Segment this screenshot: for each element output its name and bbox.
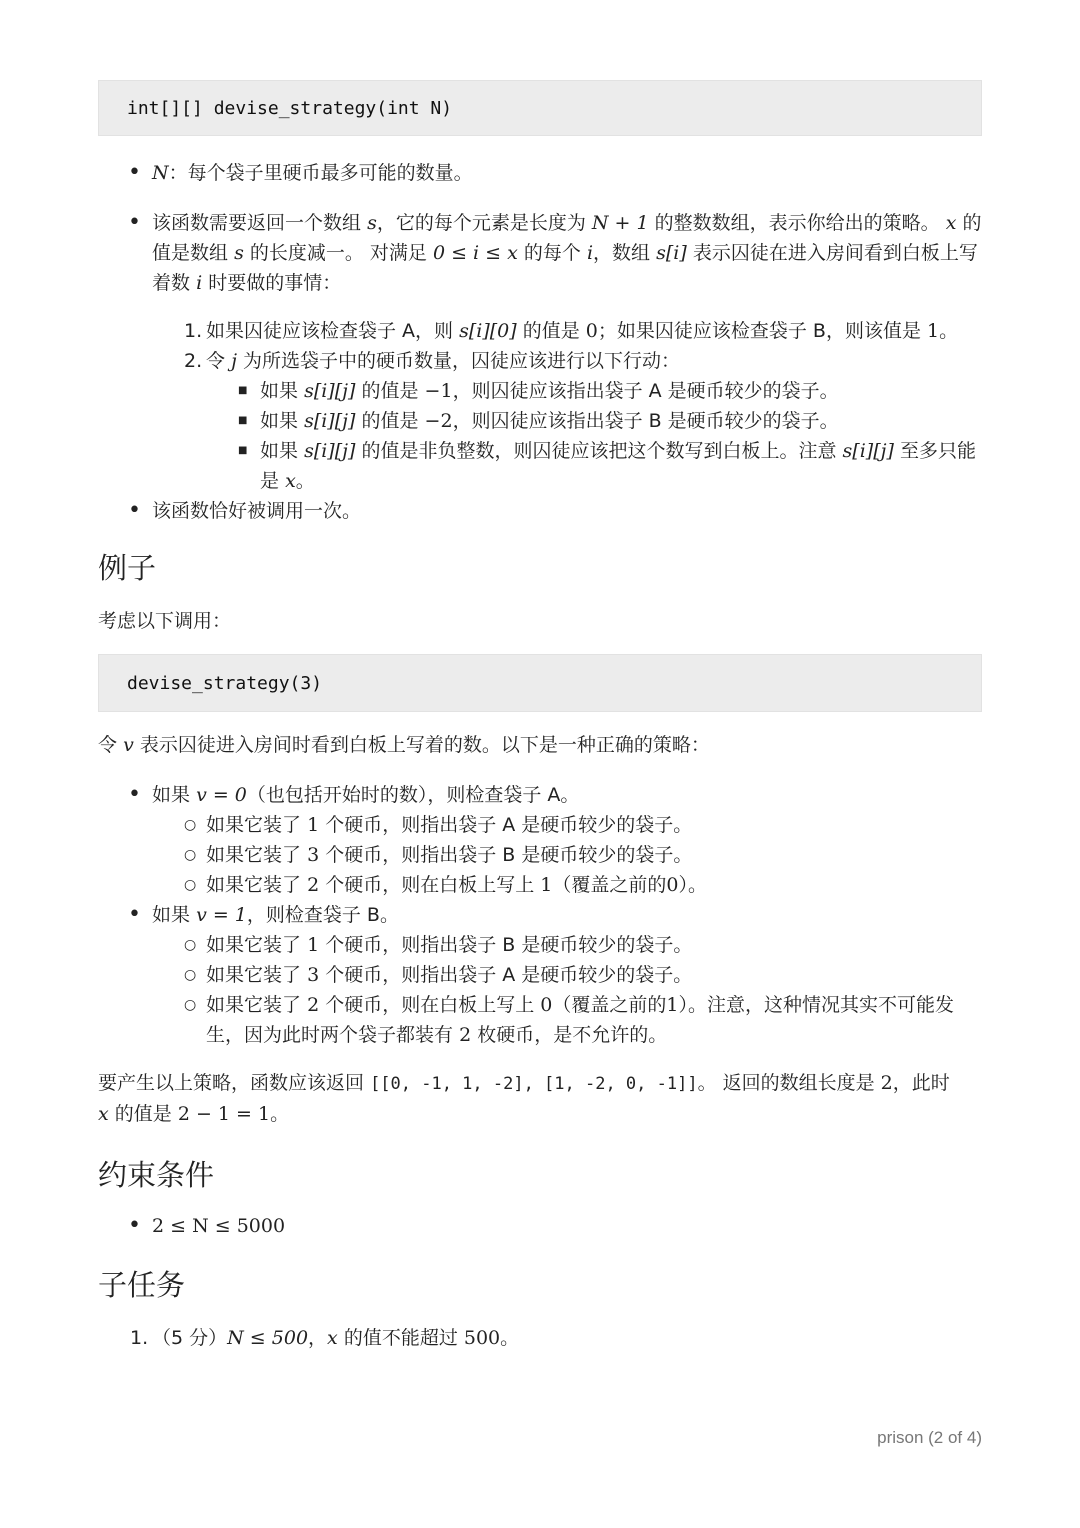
example-code: devise_strategy(3) <box>127 672 323 694</box>
strategy-v1-sublist <box>206 930 982 1050</box>
page-content <box>98 80 982 1353</box>
text: （覆盖之前的 <box>552 874 667 896</box>
math: 1 <box>307 934 320 956</box>
text: 是 <box>260 470 280 492</box>
text: 为所选袋子中的硬币数量，囚徒应该进行以下行动： <box>243 350 681 372</box>
math: 1 <box>307 814 320 836</box>
inline-code: [[0, -1, 1, -2], [1, -2, 0, -1]] <box>370 1074 698 1094</box>
math: 1 <box>666 994 679 1016</box>
math: N + 1 <box>591 212 649 234</box>
subtasks-list <box>130 1323 982 1353</box>
text: 要产生以上策略，函数应该返回 <box>98 1072 365 1094</box>
text: （也包括开始时的数），则检查袋子 A。 <box>246 784 580 806</box>
text: 个硬币，则在白板上写上 <box>325 874 535 896</box>
text: 如果它装了 <box>206 874 302 896</box>
text: ，数组 <box>593 242 651 264</box>
text: 如果囚徒应该检查袋子 A，则 <box>206 320 454 342</box>
strategy-v1-item <box>206 960 982 990</box>
math: x <box>285 470 296 492</box>
math: 0 ≤ i ≤ x <box>432 242 518 264</box>
step-2 <box>184 346 982 376</box>
text: 。 <box>270 1103 290 1125</box>
math: v <box>123 734 134 756</box>
text: 。 返回的数组长度是 <box>697 1072 875 1094</box>
constraints-list <box>152 1211 982 1241</box>
text: ，它的每个元素是长度为 <box>376 212 586 234</box>
math: 2 <box>307 874 320 896</box>
text: 如果 <box>152 904 191 926</box>
math: 2 − 1 = 1 <box>177 1103 271 1125</box>
math: s[i][j] <box>304 380 356 402</box>
text: 令 <box>98 734 118 756</box>
bullet-called-once <box>152 496 982 526</box>
text: 时要做的事情： <box>208 272 342 294</box>
text: 的值是 <box>114 1103 172 1125</box>
math: s[i][0] <box>459 320 517 342</box>
example-code-block <box>98 654 982 712</box>
text: 的值是非负整数，则囚徒应该把这个数写到白板上。注意 <box>361 440 837 462</box>
math: 1 <box>927 320 940 342</box>
example-description <box>98 730 982 760</box>
step-number: 2. <box>184 350 203 372</box>
math: N ≤ 500 <box>227 1327 309 1349</box>
step-1 <box>184 316 982 346</box>
text: 值是数组 <box>152 242 229 264</box>
text: 如果它装了 <box>206 844 302 866</box>
text: 着数 <box>152 272 191 294</box>
text: 如果 <box>260 380 299 402</box>
strategy-v1-item <box>206 930 982 960</box>
text: 表示囚徒在进入房间看到白板上写 <box>692 242 978 264</box>
text: 如果它装了 <box>206 994 302 1016</box>
math: s <box>367 212 377 234</box>
text: ，则囚徒应该指出袋子 A 是硬币较少的袋子。 <box>452 380 839 402</box>
math: −1 <box>424 380 453 402</box>
signature-code-block <box>98 80 982 136</box>
text: 个硬币，则在白板上写上 <box>325 994 535 1016</box>
text: 如果它装了 <box>206 814 302 836</box>
math: 2 ≤ N ≤ 5000 <box>152 1215 286 1237</box>
strategy-v0-item <box>206 810 982 840</box>
sub-item-1 <box>260 376 982 406</box>
page-footer: prison (2 of 4) <box>877 1428 982 1447</box>
text: 的整数数组，表示你给出的策略。 <box>654 212 940 234</box>
subtask-1 <box>130 1323 982 1353</box>
math: 2 <box>307 994 320 1016</box>
math: s[i] <box>656 242 687 264</box>
math: s[i][j] <box>304 410 356 432</box>
text: 的值是 <box>361 380 419 402</box>
math: 0 <box>666 874 679 896</box>
text: 枚硬币，是不允许的。 <box>477 1024 668 1046</box>
text: ；如果囚徒应该检查袋子 B，则该值是 <box>597 320 921 342</box>
bullet-N <box>152 158 982 188</box>
math: 1 <box>540 874 553 896</box>
text: 该函数需要返回一个数组 <box>152 212 362 234</box>
text: ，此时 <box>892 1072 950 1094</box>
text: 如果 <box>152 784 191 806</box>
text: （覆盖之前的 <box>552 994 667 1016</box>
math: 500 <box>463 1327 501 1349</box>
text: 生，因为此时两个袋子都装有 <box>206 1024 454 1046</box>
text: 的值是 <box>522 320 580 342</box>
text: ）。注意，这种情况其实不可能发 <box>678 994 954 1016</box>
text: 个硬币，则指出袋子 A 是硬币较少的袋子。 <box>325 814 693 836</box>
text: 至多只能 <box>899 440 976 462</box>
text: 该函数恰好被调用一次。 <box>152 500 362 522</box>
text: 表示囚徒进入房间时看到白板上写着的数。以下是一种正确的策略： <box>139 734 710 756</box>
var-N: N <box>152 162 169 184</box>
text: 个硬币，则指出袋子 A 是硬币较少的袋子。 <box>325 964 693 986</box>
math: s[i][j] <box>304 440 356 462</box>
example-heading: 例子 <box>98 551 157 585</box>
math: j <box>231 350 237 372</box>
text: 个硬币，则指出袋子 B 是硬币较少的袋子。 <box>325 934 693 956</box>
math: i <box>196 272 203 294</box>
text: ）。 <box>678 874 707 896</box>
text: 的每个 <box>523 242 581 264</box>
math: x <box>98 1103 109 1125</box>
text: 令 <box>206 350 226 372</box>
math: 3 <box>307 964 320 986</box>
constraints-heading: 约束条件 <box>98 1158 215 1192</box>
text: 个硬币，则指出袋子 B 是硬币较少的袋子。 <box>325 844 693 866</box>
result-paragraph <box>98 1068 982 1129</box>
step-2-sublist <box>260 376 982 496</box>
math: 0 <box>540 994 553 1016</box>
strategy-v0-item <box>206 840 982 870</box>
constraint-item <box>152 1211 982 1241</box>
strategy-v0-sublist <box>206 810 982 900</box>
math: 2 <box>880 1072 893 1094</box>
example-intro: 考虑以下调用： <box>98 610 232 632</box>
math: x <box>945 212 957 234</box>
bullet-N-text: ：每个袋子里硬币最多可能的数量。 <box>168 162 473 184</box>
text: 如果它装了 <box>206 964 302 986</box>
text: 。 <box>295 470 315 492</box>
math: 0 <box>585 320 598 342</box>
text: 的值不能超过 <box>343 1327 458 1349</box>
text: （5 分） <box>152 1327 228 1349</box>
text: 如果它装了 <box>206 934 302 956</box>
once-list <box>152 496 982 526</box>
text: 。 <box>939 320 959 342</box>
math: i <box>586 242 594 264</box>
signature-code: int[][] devise_strategy(int N) <box>127 97 453 119</box>
strategy-v0-item <box>206 870 982 900</box>
text: 如果 <box>260 440 299 462</box>
strategy-v1-item <box>206 990 982 1050</box>
sub-item-2 <box>260 406 982 436</box>
text: 的值是 <box>361 410 419 432</box>
text: 的长度减一。 对满足 <box>249 242 427 264</box>
text: ，则囚徒应该指出袋子 B 是硬币较少的袋子。 <box>452 410 839 432</box>
text: 。 <box>500 1327 520 1349</box>
math: −2 <box>424 410 453 432</box>
text: 的 <box>962 212 982 234</box>
math: 2 <box>459 1024 472 1046</box>
strategy-v1 <box>152 900 982 930</box>
sub-item-3 <box>260 436 982 496</box>
step-number: 1. <box>184 320 203 342</box>
math: v = 0 <box>196 784 247 806</box>
subtasks-heading: 子任务 <box>98 1268 186 1302</box>
math: s <box>234 242 244 264</box>
math: v = 1 <box>196 904 247 926</box>
bullet-return <box>152 208 982 298</box>
text: ，则检查袋子 B。 <box>246 904 399 926</box>
text: 如果 <box>260 410 299 432</box>
strategy-v0 <box>152 780 982 810</box>
subtask-number: 1. <box>130 1327 149 1349</box>
math: s[i][j] <box>842 440 894 462</box>
strategy-list <box>152 780 982 1050</box>
top-bullet-list <box>152 158 982 298</box>
steps-list <box>184 316 982 496</box>
text: ， <box>308 1327 328 1349</box>
math: 3 <box>307 844 320 866</box>
math: x <box>327 1327 338 1349</box>
